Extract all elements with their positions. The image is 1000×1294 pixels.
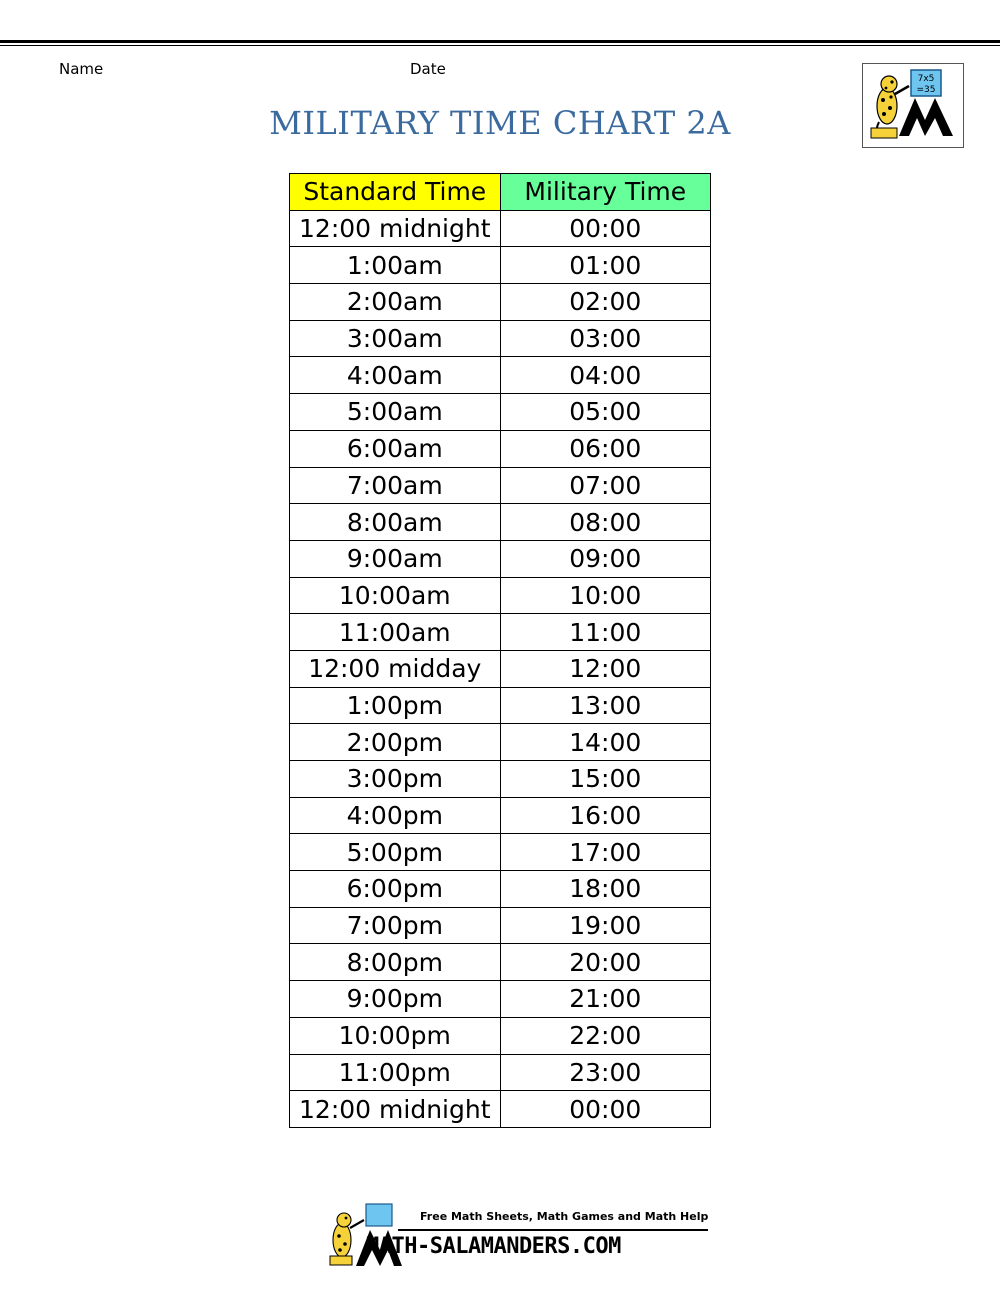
standard-time-cell: 3:00pm xyxy=(290,761,501,798)
military-time-cell: 07:00 xyxy=(500,467,710,504)
table-row xyxy=(290,687,711,724)
military-time-cell: 03:00 xyxy=(500,320,710,357)
military-time-cell: 02:00 xyxy=(500,284,710,321)
military-time-cell: 11:00 xyxy=(500,614,710,651)
standard-time-cell: 8:00pm xyxy=(290,944,501,981)
footer-logo xyxy=(326,1200,716,1270)
military-time-cell: 00:00 xyxy=(500,1091,710,1128)
footer-tagline: Free Math Sheets, Math Games and Math Help xyxy=(420,1210,709,1223)
standard-time-cell: 4:00pm xyxy=(290,797,501,834)
footer-divider xyxy=(398,1229,708,1231)
standard-time-cell: 12:00 midnight xyxy=(290,210,501,247)
military-time-cell: 22:00 xyxy=(500,1017,710,1054)
standard-time-cell: 2:00am xyxy=(290,284,501,321)
standard-time-cell: 1:00pm xyxy=(290,687,501,724)
military-time-cell: 17:00 xyxy=(500,834,710,871)
standard-time-cell: 4:00am xyxy=(290,357,501,394)
military-time-cell: 16:00 xyxy=(500,797,710,834)
table-header-row xyxy=(290,174,711,211)
table-row xyxy=(290,430,711,467)
standard-time-cell: 2:00pm xyxy=(290,724,501,761)
table-row xyxy=(290,540,711,577)
military-time-cell: 18:00 xyxy=(500,871,710,908)
military-time-table xyxy=(289,173,711,1128)
date-label: Date xyxy=(410,60,446,78)
standard-time-cell: 8:00am xyxy=(290,504,501,541)
military-time-cell: 10:00 xyxy=(500,577,710,614)
military-time-cell: 13:00 xyxy=(500,687,710,724)
table-row xyxy=(290,1017,711,1054)
military-time-cell: 15:00 xyxy=(500,761,710,798)
table-row xyxy=(290,284,711,321)
table-row xyxy=(290,614,711,651)
footer-brand: MATH-SALAMANDERS.COM xyxy=(366,1234,621,1259)
military-time-cell: 09:00 xyxy=(500,540,710,577)
table-row xyxy=(290,871,711,908)
standard-time-cell: 7:00pm xyxy=(290,907,501,944)
standard-time-cell: 7:00am xyxy=(290,467,501,504)
table-row xyxy=(290,1091,711,1128)
page-title: MILITARY TIME CHART 2A xyxy=(269,104,731,142)
top-rule xyxy=(0,40,1000,46)
table-row xyxy=(290,981,711,1018)
standard-time-cell: 5:00pm xyxy=(290,834,501,871)
military-time-cell: 12:00 xyxy=(500,650,710,687)
table-row xyxy=(290,944,711,981)
standard-time-cell: 11:00pm xyxy=(290,1054,501,1091)
standard-time-cell: 6:00am xyxy=(290,430,501,467)
standard-time-cell: 5:00am xyxy=(290,394,501,431)
table-row xyxy=(290,577,711,614)
standard-time-cell: 10:00pm xyxy=(290,1017,501,1054)
military-time-cell: 21:00 xyxy=(500,981,710,1018)
military-time-cell: 08:00 xyxy=(500,504,710,541)
table-row xyxy=(290,357,711,394)
table-row xyxy=(290,1054,711,1091)
standard-time-cell: 10:00am xyxy=(290,577,501,614)
military-time-cell: 14:00 xyxy=(500,724,710,761)
table-row xyxy=(290,907,711,944)
table-row xyxy=(290,834,711,871)
military-time-cell: 19:00 xyxy=(500,907,710,944)
table-row xyxy=(290,467,711,504)
military-time-cell: 20:00 xyxy=(500,944,710,981)
table-row xyxy=(290,504,711,541)
military-time-cell: 06:00 xyxy=(500,430,710,467)
table-row xyxy=(290,210,711,247)
table-row xyxy=(290,650,711,687)
military-time-cell: 04:00 xyxy=(500,357,710,394)
standard-time-cell: 9:00am xyxy=(290,540,501,577)
military-time-cell: 23:00 xyxy=(500,1054,710,1091)
table-row xyxy=(290,797,711,834)
standard-time-cell: 3:00am xyxy=(290,320,501,357)
military-time-header: Military Time xyxy=(500,174,710,211)
standard-time-cell: 11:00am xyxy=(290,614,501,651)
standard-time-cell: 12:00 midday xyxy=(290,650,501,687)
standard-time-header: Standard Time xyxy=(290,174,501,211)
standard-time-cell: 6:00pm xyxy=(290,871,501,908)
table-row xyxy=(290,724,711,761)
table-row xyxy=(290,320,711,357)
military-time-cell: 01:00 xyxy=(500,247,710,284)
standard-time-cell: 9:00pm xyxy=(290,981,501,1018)
badge-line2: =35 xyxy=(916,85,936,95)
table-row xyxy=(290,394,711,431)
military-time-cell: 00:00 xyxy=(500,210,710,247)
name-label: Name xyxy=(59,60,104,78)
badge-line1: 7x5 xyxy=(917,74,935,84)
standard-time-cell: 1:00am xyxy=(290,247,501,284)
table-row xyxy=(290,761,711,798)
table-row xyxy=(290,247,711,284)
standard-time-cell: 12:00 midnight xyxy=(290,1091,501,1128)
military-time-cell: 05:00 xyxy=(500,394,710,431)
